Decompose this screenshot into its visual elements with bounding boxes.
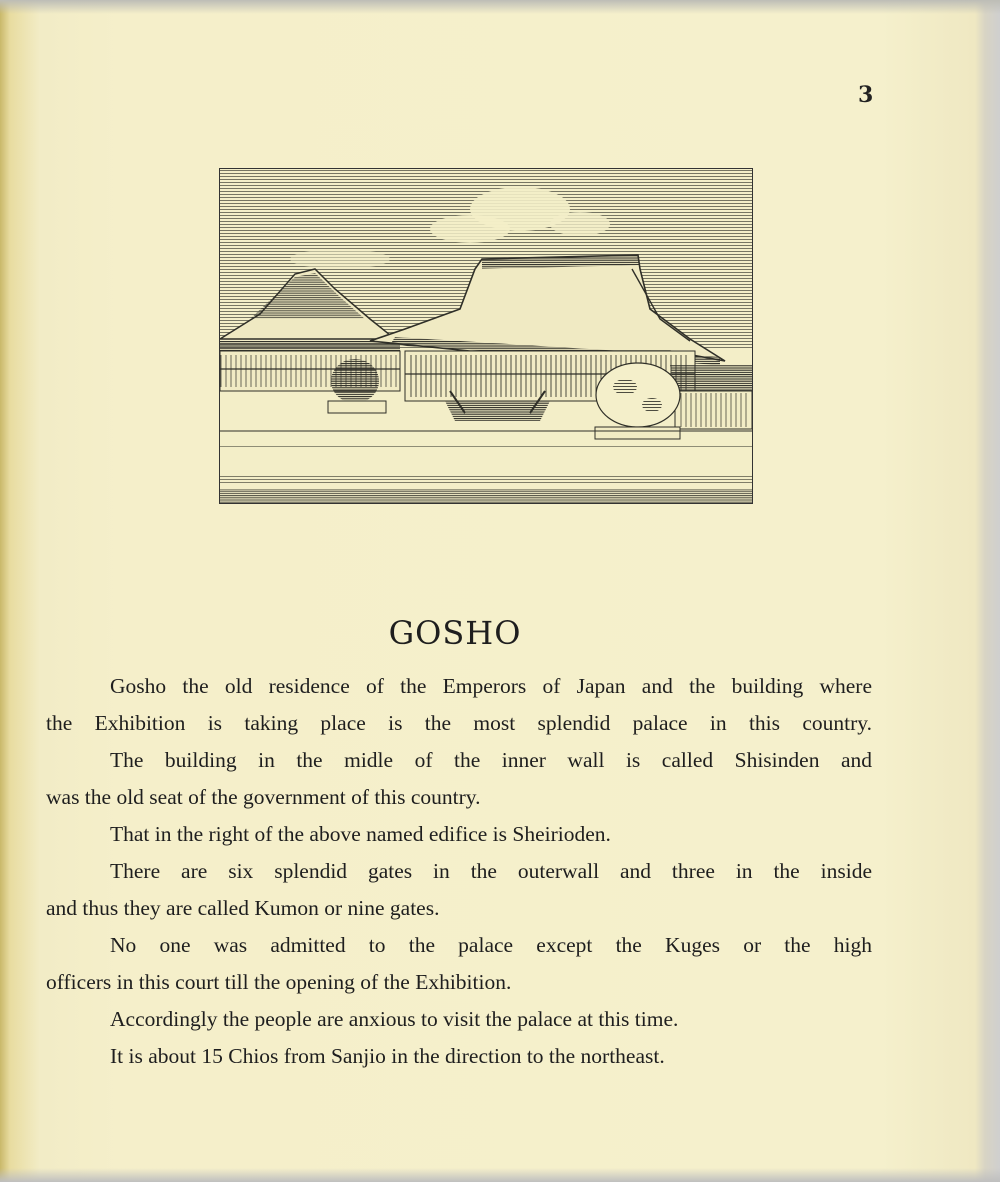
- text-line: There are six splendid gates in the outerwall and three in the inside: [110, 859, 872, 883]
- text-line: and thus they are called Kumon or nine gates.: [46, 896, 440, 920]
- text-line: Accordingly the people are anxious to visit the palace at this time.: [110, 1007, 679, 1031]
- page-title: GOSHO: [388, 614, 522, 652]
- blossom-tree: [595, 363, 680, 439]
- page-bottom-shadow: [0, 1168, 1000, 1182]
- text-line: officers in this court till the opening of the Exhibition.: [46, 970, 512, 994]
- page-top-shadow: [0, 0, 1000, 14]
- text-line: It is about 15 Chios from Sanjio in the direction to the northeast.: [110, 1044, 665, 1068]
- body-text: [46, 668, 872, 1075]
- palace-illustration: [219, 168, 753, 504]
- text-line: Gosho the old residence of the Emperors of Japan and the building where: [110, 674, 872, 698]
- text-line: was the old seat of the government of this country.: [46, 785, 481, 809]
- text-line: The building in the midle of the inner wall is called Shisinden and: [110, 748, 872, 772]
- text-line: No one was admitted to the palace except the Kuges or the high: [110, 933, 872, 957]
- page-number: 3: [858, 82, 874, 108]
- text-line: the Exhibition is taking place is the most splendid palace in this country.: [46, 711, 872, 735]
- text-line: That in the right of the above named edifice is Sheirioden.: [110, 822, 611, 846]
